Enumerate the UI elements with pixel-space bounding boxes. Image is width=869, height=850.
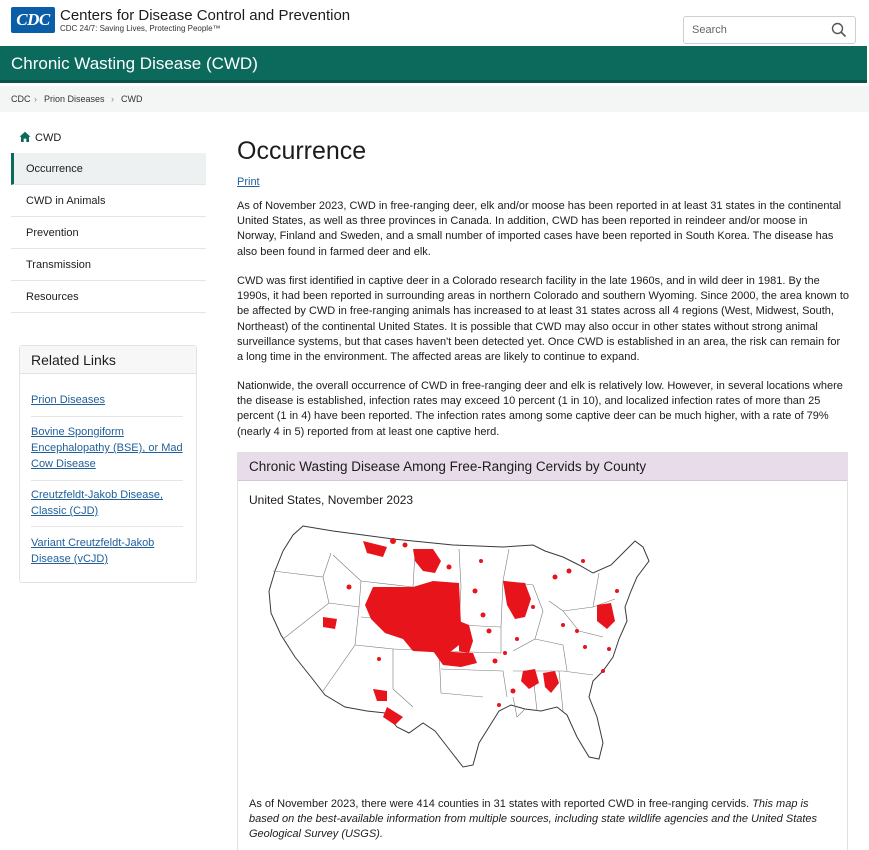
site-banner: [0, 46, 867, 83]
related-link-cjd[interactable]: Creutzfeldt-Jakob Disease, Classic (CJD): [31, 489, 164, 517]
sidebar-item-resources[interactable]: [11, 281, 206, 313]
org-name[interactable]: Centers for Disease Control and Prevention: [60, 7, 351, 24]
related-link-vcjd[interactable]: Variant Creutzfeldt-Jakob Disease (vCJD): [31, 537, 155, 565]
breadcrumb-separator: ›: [34, 94, 37, 104]
sidebar-item-label: Occurrence: [26, 163, 83, 175]
divider: [31, 526, 183, 527]
sidebar-item-label: Prevention: [26, 227, 79, 239]
related-link-prion-diseases[interactable]: Prion Diseases: [31, 394, 105, 406]
page-title: Occurrence: [237, 137, 367, 165]
sidebar-item-transmission[interactable]: [11, 249, 206, 281]
map-caption-italic: This map is based on the best-available information from multiple sources, including state wildlife agencies and the United States Geological Survey (USGS).: [249, 798, 818, 841]
breadcrumb-separator: ›: [111, 94, 114, 104]
sidebar-item-label: CWD in Animals: [26, 195, 106, 207]
paragraph-occurrence-summary: As of November 2023, CWD in free-ranging deer, elk and/or moose has been reported in at least 31 states in the continental United States, as well as three provinces in Canada. In addition, CWD has been reported in reindeer and/or moose in Norway, Finland and Sweden, and a small number of imported cases have been reported in South Korea. The disease has also been found in farmed deer and elk.: [237, 200, 842, 258]
cwd-map-card: [237, 452, 848, 850]
cdc-logo[interactable]: CDC: [11, 7, 55, 33]
divider: [31, 480, 183, 481]
home-icon: [19, 131, 31, 143]
breadcrumb-item-cwd: CWD: [121, 94, 143, 104]
us-cwd-county-map: [263, 521, 693, 785]
sidebar-item-label: Resources: [26, 291, 79, 303]
related-links-header: [20, 346, 196, 374]
paragraph-infection-rates: Nationwide, the overall occurrence of CWD in free-ranging deer and elk is relatively low. However, in several locations where the disease is established, infection rates may exceed 10 percent (1 in 10), and localized infection rates of more than 25 percent (1 in 4) have been reported. The infection rates among some captive deer can be much higher, with a rate of 79% (nearly 4 in 5) reported from at least one captive herd.: [237, 380, 843, 438]
map-card-header: [238, 453, 847, 481]
banner-title[interactable]: Chronic Wasting Disease (CWD): [11, 54, 258, 73]
print-link[interactable]: Print: [237, 176, 260, 188]
site-header: [0, 0, 869, 46]
paragraph-history: CWD was first identified in captive deer in a Colorado research facility in the late 1960s, and in wild deer in 1981. By the 1990s, it had been reported in surrounding areas in northern Colorado and southern Wyoming. Since 2000, the area known to be affected by CWD in free-ranging animals has increased to at least 31 states across all 4 regions (West, Midwest, South, Northeast) of the continental United States. It is possible that CWD may also occur in other states without strong animal surveillance systems, but that cases haven't been detected yet. Once CWD is established in an area, the risk can remain for a long time in the environment. The affected areas are likely to continue to expand.: [237, 275, 850, 364]
related-links-panel: [19, 345, 197, 583]
map-caption: [249, 797, 841, 843]
tagline: CDC 24/7: Saving Lives, Protecting People™: [60, 24, 221, 33]
search-box: [683, 16, 856, 44]
sidebar-item-label: Transmission: [26, 259, 91, 271]
map-subtitle: United States, November 2023: [249, 493, 414, 507]
related-links-title: Related Links: [31, 352, 116, 368]
sidebar-item-prevention[interactable]: [11, 217, 206, 249]
search-input[interactable]: [684, 17, 824, 43]
sidebar-item-occurrence[interactable]: [11, 153, 206, 185]
map-card-title: Chronic Wasting Disease Among Free-Ranging Cervids by County: [249, 459, 647, 474]
sidebar-item-cwd-in-animals[interactable]: [11, 185, 206, 217]
search-icon[interactable]: [831, 22, 847, 38]
nav-home-label: CWD: [35, 132, 62, 144]
divider: [31, 416, 183, 417]
related-link-bse[interactable]: Bovine Spongiform Encephalopathy (BSE), or Mad Cow Disease: [31, 426, 183, 470]
breadcrumb-item-cdc[interactable]: CDC: [11, 94, 31, 104]
breadcrumb: [0, 86, 869, 112]
map-caption-text: As of November 2023, there were 414 counties in 31 states with reported CWD in free-ranging cervids.: [249, 798, 750, 810]
breadcrumb-item-prion[interactable]: Prion Diseases: [44, 94, 105, 104]
